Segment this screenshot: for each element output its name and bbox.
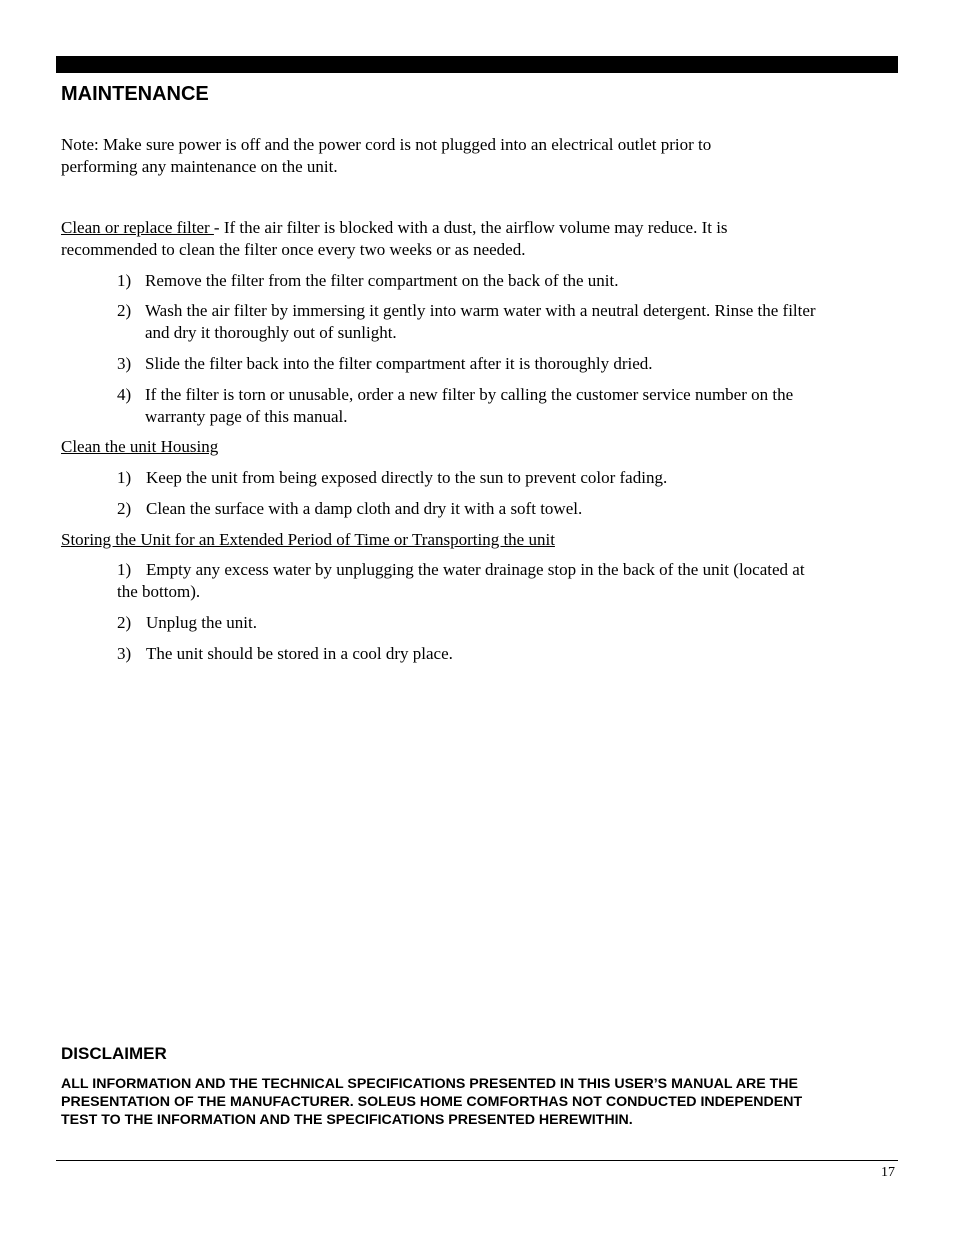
list-text: Slide the filter back into the filter compartment after it is thoroughly dried.	[145, 354, 653, 373]
list-text: Clean the surface with a damp cloth and dry it with a soft towel.	[146, 499, 583, 518]
list-number: 1)	[117, 271, 132, 290]
list-text: Keep the unit from being exposed directly to the sun to prevent color fading.	[146, 468, 668, 487]
list-number: 3)	[117, 644, 132, 663]
list-text: Wash the air filter by immersing it gently into warm water with a neutral detergent. Rinse the filter	[145, 301, 816, 320]
filter-intro-line-2: recommended to clean the filter once every two weeks or as needed.	[61, 240, 526, 259]
storing-heading: Storing the Unit for an Extended Period of Time or Transporting the unit	[61, 530, 555, 549]
disclaimer-line-2: PRESENTATION OF THE MANUFACTURER. SOLEUS HOME COMFORTHAS NOT CONDUCTED INDEPENDENT	[61, 1094, 803, 1110]
filter-heading: Clean or replace filter	[61, 218, 214, 237]
list-number: 1)	[117, 468, 132, 487]
list-number: 2)	[117, 499, 132, 518]
disclaimer-text	[61, 1075, 901, 1129]
list-number: 4)	[117, 385, 132, 404]
note-line-2: performing any maintenance on the unit.	[61, 157, 338, 176]
list-text-cont: warranty page of this manual.	[145, 407, 348, 426]
filter-intro-line-1	[61, 217, 728, 239]
page-number: 17	[881, 1165, 895, 1180]
disclaimer-title: DISCLAIMER	[61, 1044, 167, 1063]
list-text-cont: the bottom).	[117, 582, 201, 601]
list-text: Empty any excess water by unplugging the water drainage stop in the back of the unit (located at	[146, 560, 805, 579]
list-number: 2)	[117, 301, 132, 320]
list-number: 1)	[117, 560, 132, 579]
list-text: The unit should be stored in a cool dry place.	[146, 644, 453, 663]
header-bar	[56, 56, 898, 73]
list-text: Remove the filter from the filter compartment on the back of the unit.	[145, 271, 619, 290]
note-line-1: Note: Make sure power is off and the power cord is not plugged into an electrical outlet prior to	[61, 135, 712, 154]
list-text: Unplug the unit.	[146, 613, 257, 632]
list-text: If the filter is torn or unusable, order a new filter by calling the customer service number on the	[145, 385, 794, 404]
footer-rule	[56, 1160, 898, 1161]
disclaimer-line-1: ALL INFORMATION AND THE TECHNICAL SPECIFICATIONS PRESENTED IN THIS USER’S MANUAL ARE THE	[61, 1076, 798, 1092]
filter-intro-text: - If the air filter is blocked with a dust, the airflow volume may reduce. It is	[213, 218, 728, 237]
list-text-cont: and dry it thoroughly out of sunlight.	[145, 323, 397, 342]
disclaimer-line-3: TEST TO THE INFORMATION AND THE SPECIFICATIONS PRESENTED HEREWITHIN.	[61, 1112, 633, 1128]
housing-heading: Clean the unit Housing	[61, 437, 219, 456]
page-title: MAINTENANCE	[61, 83, 209, 105]
list-number: 3)	[117, 354, 132, 373]
list-number: 2)	[117, 613, 132, 632]
